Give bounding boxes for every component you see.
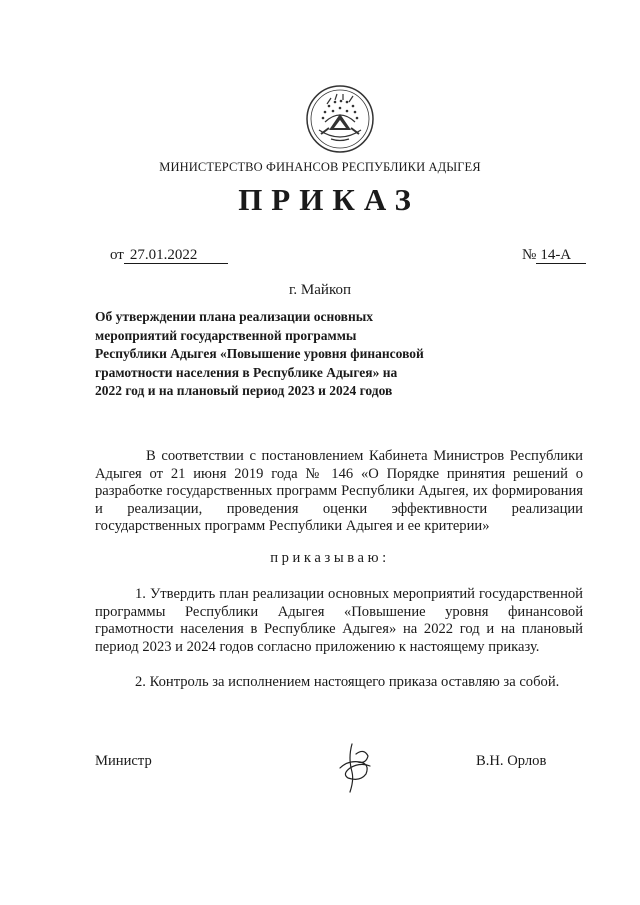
document-title: ПРИКАЗ — [238, 182, 420, 217]
number-value: 14-А — [536, 247, 586, 264]
date-prefix: от — [110, 247, 124, 263]
number-prefix: № — [522, 247, 537, 263]
signatory-position: Министр — [95, 753, 152, 769]
city: г. Майкоп — [288, 282, 352, 298]
order-item-2: 2. Контроль за исполнением настоящего приказа оставляю за собой. — [135, 674, 560, 690]
decree-word: приказываю: — [270, 550, 390, 566]
order-date — [110, 247, 228, 264]
date-value: 27.01.2022 — [124, 247, 228, 264]
signature-icon — [330, 738, 380, 798]
signatory-name: В.Н. Орлов — [476, 753, 547, 769]
order-item-1: 1. Утвердить план реализации основных мероприятий государственной программы Республики Адыгея «Повышение уровня финансовой грамотности населения в Республике Адыгея» на 2022 год и на плановый период 2023 и 2024 годов согласно приложению к настоящему приказу. — [95, 586, 583, 655]
order-subject: Об утверждении плана реализации основных мероприятий государственной программы Республики Адыгея «Повышение уровня финансовой грамотности населения в Республике Адыгея» на 2022 год и на плановый период 2023 и 2024 годов — [95, 309, 424, 398]
ministry-name: МИНИСТЕРСТВО ФИНАНСОВ РЕСПУБЛИКИ АДЫГЕЯ — [159, 160, 481, 174]
preamble-paragraph: В соответствии с постановлением Кабинета Министров Республики Адыгея от 21 июня 2019 года № 146 «О Порядке принятия решений о разработке государственных программ Республики Адыгея, их формирования и реализации, проведения оценки эффективности реализации государственных программ Республики Адыгея и ее критерии» — [95, 448, 583, 534]
order-number — [522, 247, 586, 264]
coat-of-arms-icon — [305, 84, 375, 154]
